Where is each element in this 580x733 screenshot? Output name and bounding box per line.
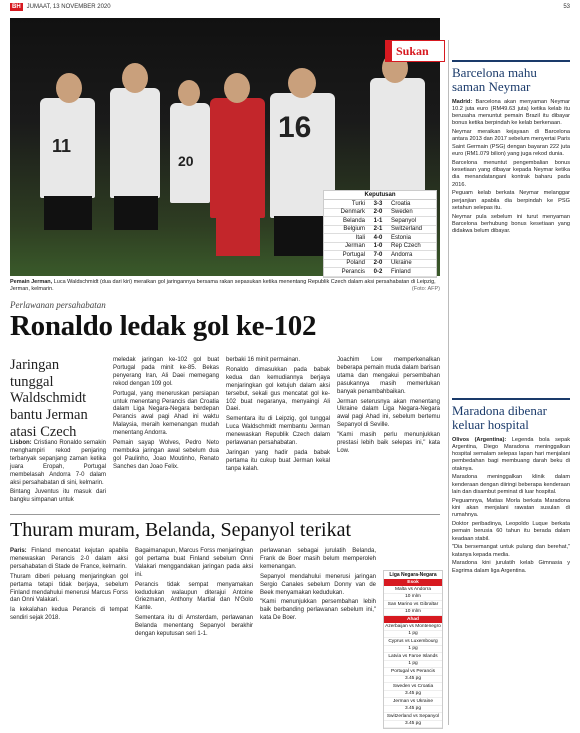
column-rule <box>448 40 449 725</box>
article-paragraph: Doktor peribadinya, Leopoldo Luque berkata pemain berusia 60 tahun itu berada dalam keadaan stabil. <box>452 521 570 542</box>
fixture-time: 3.45 pg <box>384 706 442 713</box>
article-paragraph: Peguam kelab berkata Neymar melanggar perjanjian apabila dia berpindah ke PSG setahun selepas itu. <box>452 190 570 211</box>
sidebar-rule <box>452 60 570 62</box>
article-paragraph: Paris: Finland mencatat kejutan apabila menewaskan Perancis 2-0 dalam aksi persahabatan di Stade de France, kelmarin. <box>10 548 128 570</box>
second-column-2 <box>135 548 253 641</box>
player-shorts <box>114 196 158 230</box>
section-marker <box>386 41 392 61</box>
second-headline: Thuram muram, Belanda, Sepanyol terikat <box>10 519 352 541</box>
page-number: 53 <box>563 4 570 10</box>
article-paragraph: meledak jaringan ke-102 gol buat Portugal pada minit ke-85. Bekas penyerang Iran, Ali Daei memegang rekod dengan 109 gol. <box>113 357 219 387</box>
article-paragraph: Madrid: Barcelona akan menyaman Neymar 10.2 juta euro (RM49.63 juta) ketika kelab itu berusaha menuntut pemain Brazil itu dibayar bonus ketika berpindah ke kelab berkenaan. <box>452 98 570 127</box>
player-head <box>178 80 200 106</box>
caption-name: Pemain Jerman, <box>10 279 53 285</box>
player-head <box>122 63 148 93</box>
player-head <box>56 73 82 103</box>
fixture-match: Jerman vs Ukraine <box>384 698 442 706</box>
fixtures-box <box>383 570 443 729</box>
article-paragraph: Neymar pula sebelum ini turut menyaman Barcelona berhubung bonus kesetiaan yang didakwa belum dibayar. <box>452 213 570 235</box>
results-row: Itali 4-0 Estonia <box>324 234 436 243</box>
article-paragraph: Jerman seterusnya akan menentang Ukraine dalam Liga Negara-Negara awal pagi Ahad ini, sebelum bertemu Sepanyol di Seville. <box>337 398 440 429</box>
player-figure: 20 <box>170 103 210 203</box>
opponent-shorts <box>216 216 260 256</box>
article-paragraph: "Kami menunjukkan persembahan lebih baik berbanding perlawanan sebelum ini," kata De Boer. <box>260 599 376 622</box>
article-column-1 <box>10 440 106 507</box>
article-paragraph: Jaringan yang hadir pada babak pertama itu cukup buat Jerman kekal tanpa kalah. <box>226 449 330 472</box>
results-row: Denmark 2-0 Sweden <box>324 209 436 218</box>
article-paragraph: Pemain sayap Wolves, Pedro Neto membuka jaringan awal sebelum dua gol Paulinho, Joao Moutinho, Renato Sanches dan Joao Felix. <box>113 440 219 470</box>
sidebar-story-maradona <box>452 398 570 576</box>
player-head <box>288 68 316 98</box>
photo-credit: (Foto: AFP) <box>411 286 440 293</box>
results-row: Belanda 1-1 Sepanyol <box>324 217 436 226</box>
fixture-match: Switzerland vs Sepanyol <box>384 713 442 721</box>
article-paragraph: Sementara itu di Leipzig, gol tunggal Luca Waldschmidt membantu Jerman menewaskan Republik Czech dalam perlawanan persahabatan. <box>226 416 330 447</box>
results-title: Keputusan <box>324 191 436 200</box>
player-figure: 16 <box>270 93 335 218</box>
article-paragraph: perlawanan sebagai jurulatih Belanda, Frank de Boer masih belum memperoleh kemenangan. <box>260 548 376 570</box>
fixture-match: Azerbaijan vs Montenegro <box>385 624 441 629</box>
article-paragraph: Ronaldo dimasukkan pada babak kedua dan kemudiannya berjaya menjaringkan gol ketujuh dalam aksi tersebut, sekali gus mencatat gol ke-102 buat negaranya, menyaingi Ali Daei. <box>226 366 330 413</box>
results-row: Belgium 2-1 Switzerland <box>324 226 436 235</box>
article-paragraph: Barcelona menuntut pengembalian bonus kesetiaan yang dibayar kepada Neymar ketika dia menandatangani kontrak baharu pada 2016. <box>452 159 570 188</box>
article-kicker: Perlawanan persahabatan <box>10 300 106 310</box>
player-figure: 11 <box>40 98 95 198</box>
article-column-4 <box>337 357 440 458</box>
fixture-match: Sweden vs Croatia <box>384 683 442 691</box>
sidebar-text <box>452 437 570 575</box>
article-paragraph: Perancis tidak sempat menyamakan kedudukan walaupun diterajui Antoine Griezmann, Anthony Martial dan N'Golo Kante. <box>135 581 253 612</box>
sidebar-rule <box>452 398 570 400</box>
fixture-match: Cyprus vs Luxembourg <box>384 638 442 646</box>
article-paragraph: Bagaimanapun, Marcus Forss menjaringkan gol pertama buat Finland sebelum Onni Valakari menggandakan jaringan pada aksi ini. <box>135 548 253 578</box>
player-shorts <box>44 196 92 230</box>
header-date: JUMAAT, 13 NOVEMBER 2020 <box>26 4 111 10</box>
article-paragraph: "Kami masih perlu menunjukkan prestasi lebih baik selepas ini," kata Low. <box>337 432 440 454</box>
second-column-3 <box>260 548 376 625</box>
article-paragraph: "Dia bersemangat untuk pulang dan berehat," katanya kepada media. <box>452 544 570 558</box>
fixture-time: 3.45 pg <box>384 721 442 728</box>
player-figure <box>110 88 160 198</box>
section-label-box <box>385 40 445 62</box>
article-paragraph: Maradona meninggalkan klinik dalam kenderaan dengan diiringi beberapa kenderaan lain dan disambut peminat di luar hospital. <box>452 474 570 495</box>
fixtures-title: Liga Negara-Negara <box>384 571 442 579</box>
fixture-time: 1 pg <box>384 661 442 668</box>
results-row: Turki 3-3 Croatia <box>324 200 436 209</box>
section-divider <box>10 514 440 515</box>
article-paragraph: Joachim Low memperkenalkan beberapa pemain muda dalam barisan utama dan mengakui persembahan pasukannya masih memerlukan banyak penambahbaikan. <box>337 357 440 395</box>
fixture-time: 1 pg <box>384 631 442 638</box>
caption-text: Luca Waldschmidt (dua dari kiri) meraikan gol jaringannya bersama rakan sepasukan ketika menentang Republik Czech dalam aksi persahabatan di Leipzig, Jerman, kelmarin. <box>10 279 436 293</box>
article-paragraph: Bintang Juventus itu masuk dari bangku simpanan untuk <box>10 489 106 504</box>
fixture-match: Latvia vs Faroe Islands <box>384 653 442 661</box>
article-paragraph: Sepanyol mendahului menerusi jaringan Sergio Canales sebelum Donny van de Beek menyamakan kedudukan. <box>260 573 376 596</box>
opponent-figure <box>210 98 265 218</box>
article-paragraph: Lisbon: Cristiano Ronaldo semakin menghampiri rekod penjaring terbanyak sepanjang zaman ketika juara Eropah, Portugal membelasah Andorra 7-0 dalam aksi persahabatan di sini, kelmarin. <box>10 440 107 486</box>
article-headline: Ronaldo ledak gol ke-102 <box>10 310 317 342</box>
fixtures-day: Ahad <box>384 616 442 623</box>
fixture-time: 10 mlm <box>384 609 442 616</box>
article-column-2 <box>113 357 219 474</box>
opponent-head <box>224 73 250 103</box>
article-paragraph: Olivos (Argentina): Legenda bola sepak Argentina, Diego Maradona meninggalkan hospital semalam selepas lapan hari menjalani pembedahan bagi membuang darah beku di otaknya. <box>452 436 570 472</box>
fixture-time: 3.45 pg <box>384 676 442 683</box>
fixtures-day: Esok <box>384 579 442 586</box>
article-paragraph: Neymar meraikan kejayaan di Barcelona antara 2013 dan 2017 sebelum menyertai Paris Saint Germain (PSG) dengan bayaran 222 juta euro (RM1.079 bilion) yang juga rekod dunia. <box>452 129 570 157</box>
results-row: Poland 2-0 Ukraine <box>324 260 436 269</box>
player-shorts <box>274 216 330 256</box>
player-figure <box>370 78 425 208</box>
sidebar-story-neymar <box>452 60 570 237</box>
fixture-time: 1 pg <box>384 646 442 653</box>
article-paragraph: Sementara itu di Amsterdam, perlawanan Belanda menentang Sepanyol berakhir dengan keputusan seri 1-1. <box>135 615 253 638</box>
article-paragraph: Thuram diberi peluang menjaringkan gol pertama tetapi tidak berjaya, sebelum Finland mendahului menerusi Marcus Forss dan Onni Valakari. <box>10 573 128 604</box>
fixture-match: Portugal vs Perancis <box>384 668 442 676</box>
results-row: Perancis 0-2 Finland <box>324 268 436 277</box>
sidebar-headline: Maradona dibenar keluar hospital <box>452 403 547 433</box>
sidebar-text <box>452 99 570 236</box>
article-column-3 <box>226 357 330 476</box>
fixture-time: 10 mlm <box>384 594 442 601</box>
second-column-1 <box>10 548 128 625</box>
article-paragraph: Peguamnya, Matias Morla berkata Maradona kini akan menjalani rawatan susulan di rumahnya. <box>452 497 570 519</box>
fixture-match: San Marino vs Gibraltar <box>384 601 442 609</box>
section-label: Sukan <box>396 43 429 58</box>
sidebar-headline: Barcelona mahu saman Neymar <box>452 65 537 95</box>
article-paragraph: Ia kekalahan kedua Perancis di tempat sendiri sejak 2018. <box>10 607 128 622</box>
photo-caption <box>10 279 440 293</box>
article-paragraph: berbaki 16 minit permainan. <box>226 357 301 363</box>
article-paragraph: Maradona kini jurulatih kelab Gimnasia y Esgrima dalam liga Argentina. <box>452 560 570 574</box>
results-row: Jerman 1-0 Rep Czech <box>324 243 436 252</box>
results-table <box>323 190 437 278</box>
fixture-time: 3.45 pg <box>384 691 442 698</box>
results-row: Portugal 7-0 Andorra <box>324 251 436 260</box>
article-paragraph: Portugal, yang meneruskan persiapan untuk menentang Perancis dan Croatia dalam Liga Negara-Negara berdepan Perancis awal pagi Ahad ini waktu Malaysia, meraih kemenangan mudah menentang Andorra. <box>113 390 219 437</box>
article-deck: Jaringan tunggal Waldschmidt bantu Jerman atasi Czech <box>10 357 88 440</box>
bh-logo: BH <box>12 4 21 10</box>
fixture-match: Malta vs Andorra <box>384 586 442 594</box>
page-header <box>0 0 580 14</box>
